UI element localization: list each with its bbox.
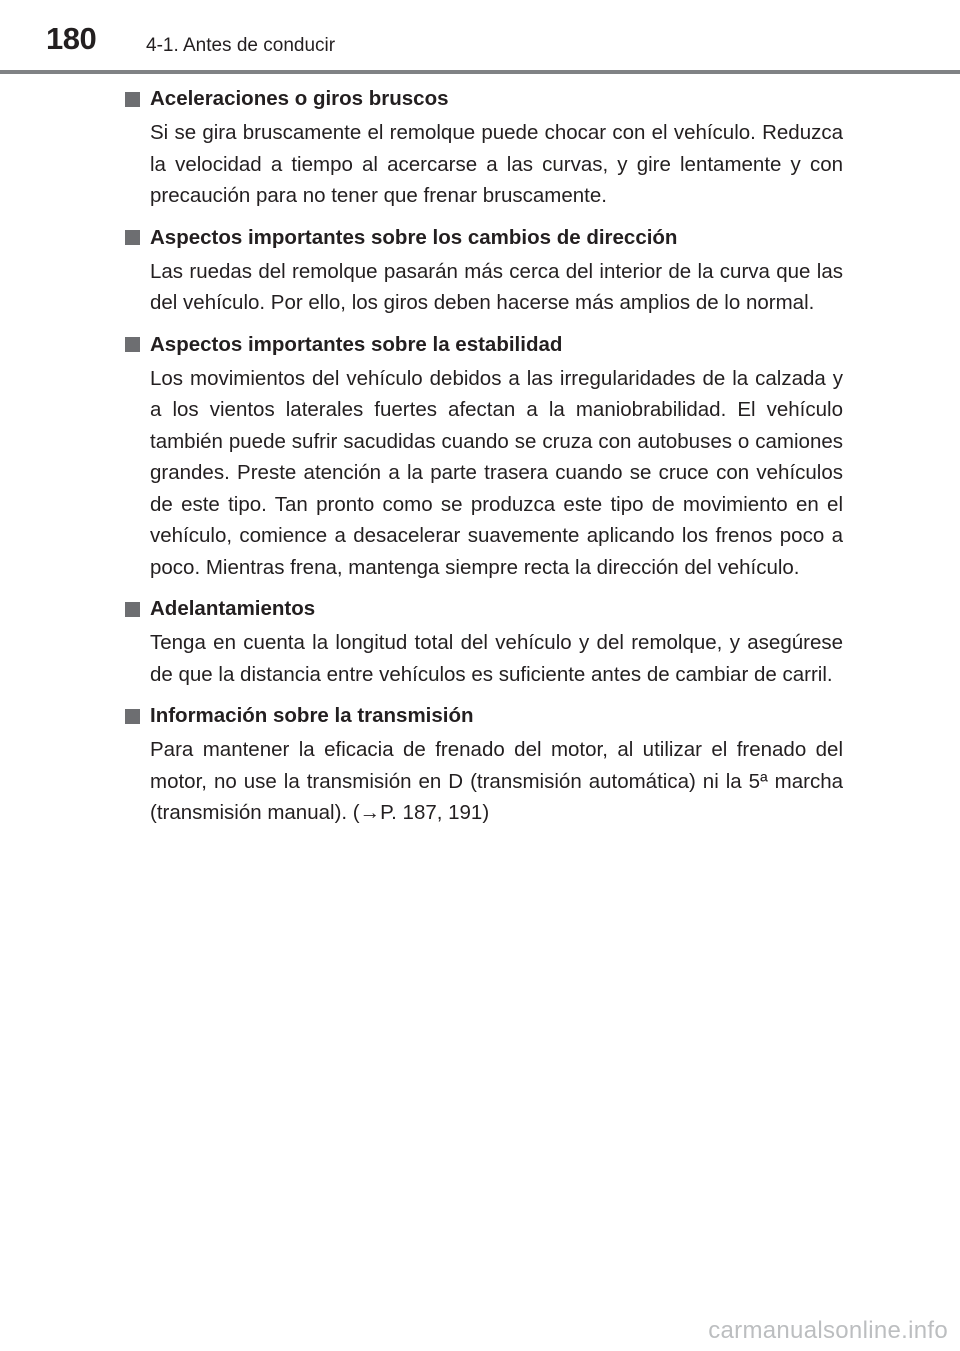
topic-title: Adelantamientos	[150, 597, 316, 620]
topic-heading	[125, 84, 843, 114]
square-bullet-icon	[125, 709, 140, 724]
topic-body: Para mantener la eficacia de frenado del motor, al utilizar el frenado del motor, no use la transmisión en D (transmisión automática) ni la 5ª marcha (transmisión manual). (→P. 187, 191)	[150, 738, 843, 824]
topic-title: Información sobre la transmisión	[150, 704, 474, 727]
topic-heading	[125, 330, 843, 360]
topic-body: Las ruedas del remolque pasarán más cerca del interior de la curva que las del vehículo. Por ello, los giros deben hacerse más amplios de lo normal.	[150, 259, 843, 314]
page-number: 180	[46, 21, 97, 56]
square-bullet-icon	[125, 337, 140, 352]
square-bullet-icon	[125, 92, 140, 107]
topic-body: Los movimientos del vehículo debidos a las irregularidades de la calzada y a los vientos laterales fuertes afectan a la maniobrabilidad. El vehículo también puede sufrir sacudidas cuando se cruza con autobuses o camiones grandes. Preste atención a la parte trasera cuando se cruce con vehículos de este tipo. Tan pronto como se produzca este tipo de movimiento en el vehículo, comience a desacelerar suavemente aplicando los frenos poco a poco. Mientras frena, mantenga siempre recta la dirección del vehículo.	[150, 366, 843, 579]
topic-title: Aspectos importantes sobre los cambios de dirección	[150, 225, 678, 249]
topic-overtaking	[125, 594, 843, 690]
main-content	[125, 84, 843, 840]
section-title: 4-1. Antes de conducir	[146, 35, 336, 56]
topic-title: Aceleraciones o giros bruscos	[150, 87, 449, 110]
topic-heading	[125, 701, 843, 731]
topic-turning	[125, 223, 843, 319]
page-header	[0, 0, 960, 78]
square-bullet-icon	[125, 602, 140, 617]
topic-transmission	[125, 701, 843, 829]
topic-heading	[125, 223, 843, 253]
topic-body: Si se gira bruscamente el remolque puede chocar con el vehículo. Reduzca la velocidad a tiempo al acercarse a las curvas, y gire lentamente y con precaución para no tener que frenar bruscamente.	[150, 121, 843, 207]
square-bullet-icon	[125, 230, 140, 245]
topic-title: Aspectos importantes sobre la estabilidad	[150, 332, 563, 356]
watermark: carmanualsonline.info	[708, 1317, 948, 1344]
topic-abrupt-acceleration	[125, 84, 843, 212]
topic-heading	[125, 594, 843, 624]
header-divider	[0, 70, 960, 74]
topic-stability	[125, 330, 843, 584]
topic-body: Tenga en cuenta la longitud total del vehículo y del remolque, y asegúrese de que la distancia entre vehículos es suficiente antes de cambiar de carril.	[150, 631, 843, 686]
